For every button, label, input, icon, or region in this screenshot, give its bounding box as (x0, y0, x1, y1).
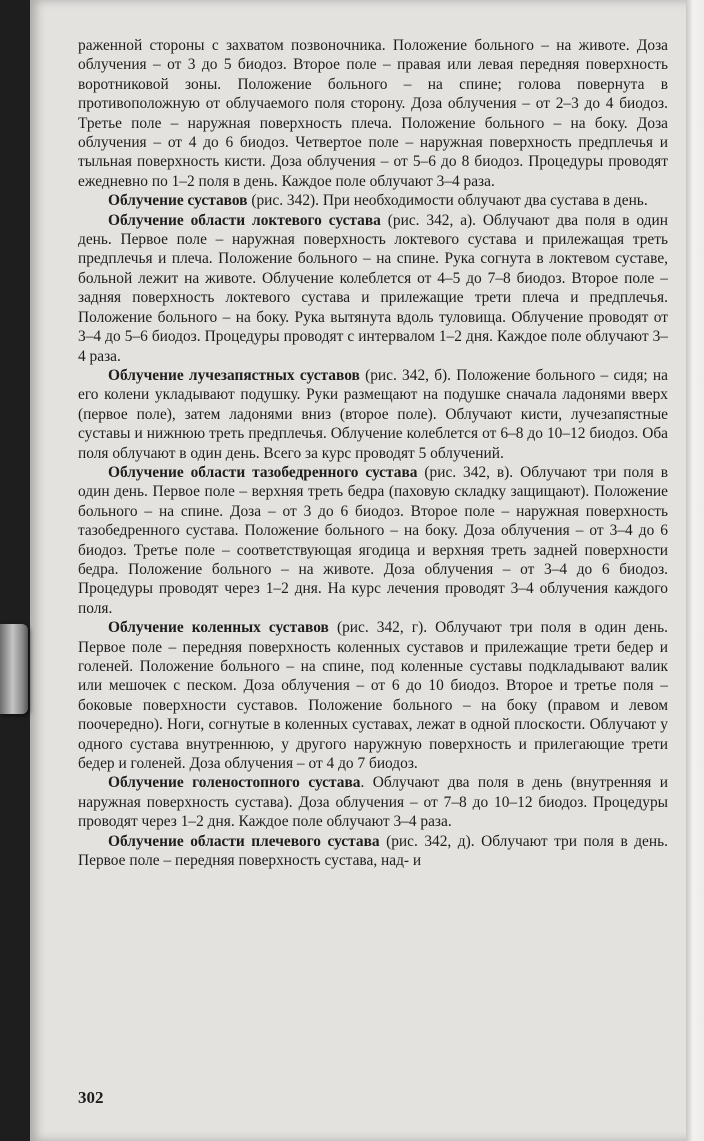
paragraph-shoulder (78, 832, 668, 871)
paragraph-heading: Облучение лучезапястных суставов (108, 366, 360, 384)
paragraph-text: . Облучают два поля в день (внутренняя и наружная поверхность сустава). Доза облучения – от 7–8 до 10–12 биодоз. Процедуры проводят через 1–2 дня. Каждое поле облучают 3–4 раза. (78, 774, 669, 831)
paragraph-heading: Облучение области тазобедренного сустава (108, 463, 418, 481)
paragraph-heading: Облучение области плечевого сустава (108, 832, 380, 850)
paragraph-text: раженной стороны с захватом позвоночника. Положение больного – на животе. Доза облучения – от 3 до 5 биодоз. Второе поле – правая или левая передняя поверхность воротниковой зоны. Положение больного – на спине; голова повернута в противоположную от облучаемого поля сторону. Доза облучения – от 2–3 до 4 биодоз. Третье поле – наружная поверхность плеча. Положение больного – на боку. Доза облучения – от 4 до 6 биодоз. Четвертое поле – наружная поверхность предплечья и тыльная поверхность кисти. Доза облучения – от 5–6 до 8 биодоз. Процедуры проводят ежедневно по 1–2 поля в день. Каждое поле облучают 3–4 раза. (78, 37, 668, 190)
paragraph-continuation (78, 36, 668, 191)
paragraph-wrist (78, 366, 668, 463)
paragraph-hip (78, 463, 668, 618)
paragraph-ankle (78, 773, 668, 831)
paragraph-text: (рис. 342, а). Облучают два поля в один день. Первое поле – наружная поверхность локтевого сустава и прилежащая треть предплечья и плеча. Положение больного – на спине. Рука согнута в локтевом суставе, больной лежит на животе. Облучение колеблется от 4–5 до 7–8 биодоз. Второе поле – задняя поверхность локтевого сустава и прилежащие трети плеча и предплечья. Положение больного – на боку. Рука вытянута вдоль туловища. Облучение проводят от 3–4 до 5–6 биодоз. Процедуры проводят с интервалом 1–2 дня. Каждое поле облучают 3–4 раза. (78, 211, 668, 365)
paragraph-heading: Облучение области локтевого сустава (108, 211, 381, 229)
paragraph-heading: Облучение коленных суставов (108, 619, 329, 637)
paragraph-heading: Облучение суставов (108, 192, 248, 210)
paragraph-text: (рис. 342, д). Облучают три поля в день. Первое поле – передняя поверхность сустава, над- и (78, 832, 668, 870)
paragraph-joints (78, 191, 668, 210)
page-number: 302 (78, 1088, 104, 1107)
paragraph-text: (рис. 342, в). Облучают три поля в один день. Первое поле – верхняя треть бедра (паховую складку защищают). Положение больного – на спине. Доза – от 3 до 6 биодоз. Второе поле – наружная поверхность тазобедренного сустава. Положение больного – на боку. Доза облучения – от 3–4 до 6 биодоз. Третье поле – соответствующая ягодица и верхняя треть задней поверхности бедра. Положение больного – на животе. Доза облучения – от 3–4 до 6 биодоз. Процедуры проводят через 1–2 дня. На курс лечения проводят 3–4 облучения каждого поля. (78, 463, 668, 617)
binder-clip (0, 624, 28, 714)
paragraph-knee (78, 618, 668, 773)
paragraph-text: (рис. 342, б). Положение больного – сидя; на его колени укладывают подушку. Руки размещают на подушке сначала ладонями вверх (первое поле), затем ладонями вниз (второе поле). Облучают кисти, лучезапястные суставы и нижнюю треть предплечья. Облучение колеблется от 6–8 до 10–12 биодоз. Оба поля облучают в один день. Всего за курс проводят 5 облучений. (78, 366, 669, 462)
paragraph-elbow (78, 211, 668, 366)
paragraph-text: (рис. 342). При необходимости облучают два сустава в день. (247, 192, 648, 210)
page-body (78, 36, 668, 870)
page-edge (686, 0, 704, 1141)
paragraph-text: (рис. 342, г). Облучают три поля в один день. Первое поле – передняя поверхность коленных суставов и прилежащие трети бедер и голеней. Положение больного – на спине, под коленные суставы подкладывают валик или мешочек с песком. Доза облучения – от 6 до 10 биодоз. Второе и третье поля – боковые поверхности суставов. Положение больного – на боку (правом и левом поочередно). Ноги, согнутые в коленных суставах, лежат в одной плоскости. Облучают у одного сустава внутреннюю, у другого наружную поверхность и прилегающие трети бедер и голеней. Доза облучения – от 4 до 7 биодоз. (78, 619, 668, 773)
paragraph-heading: Облучение голеностопного сустава (108, 774, 361, 792)
